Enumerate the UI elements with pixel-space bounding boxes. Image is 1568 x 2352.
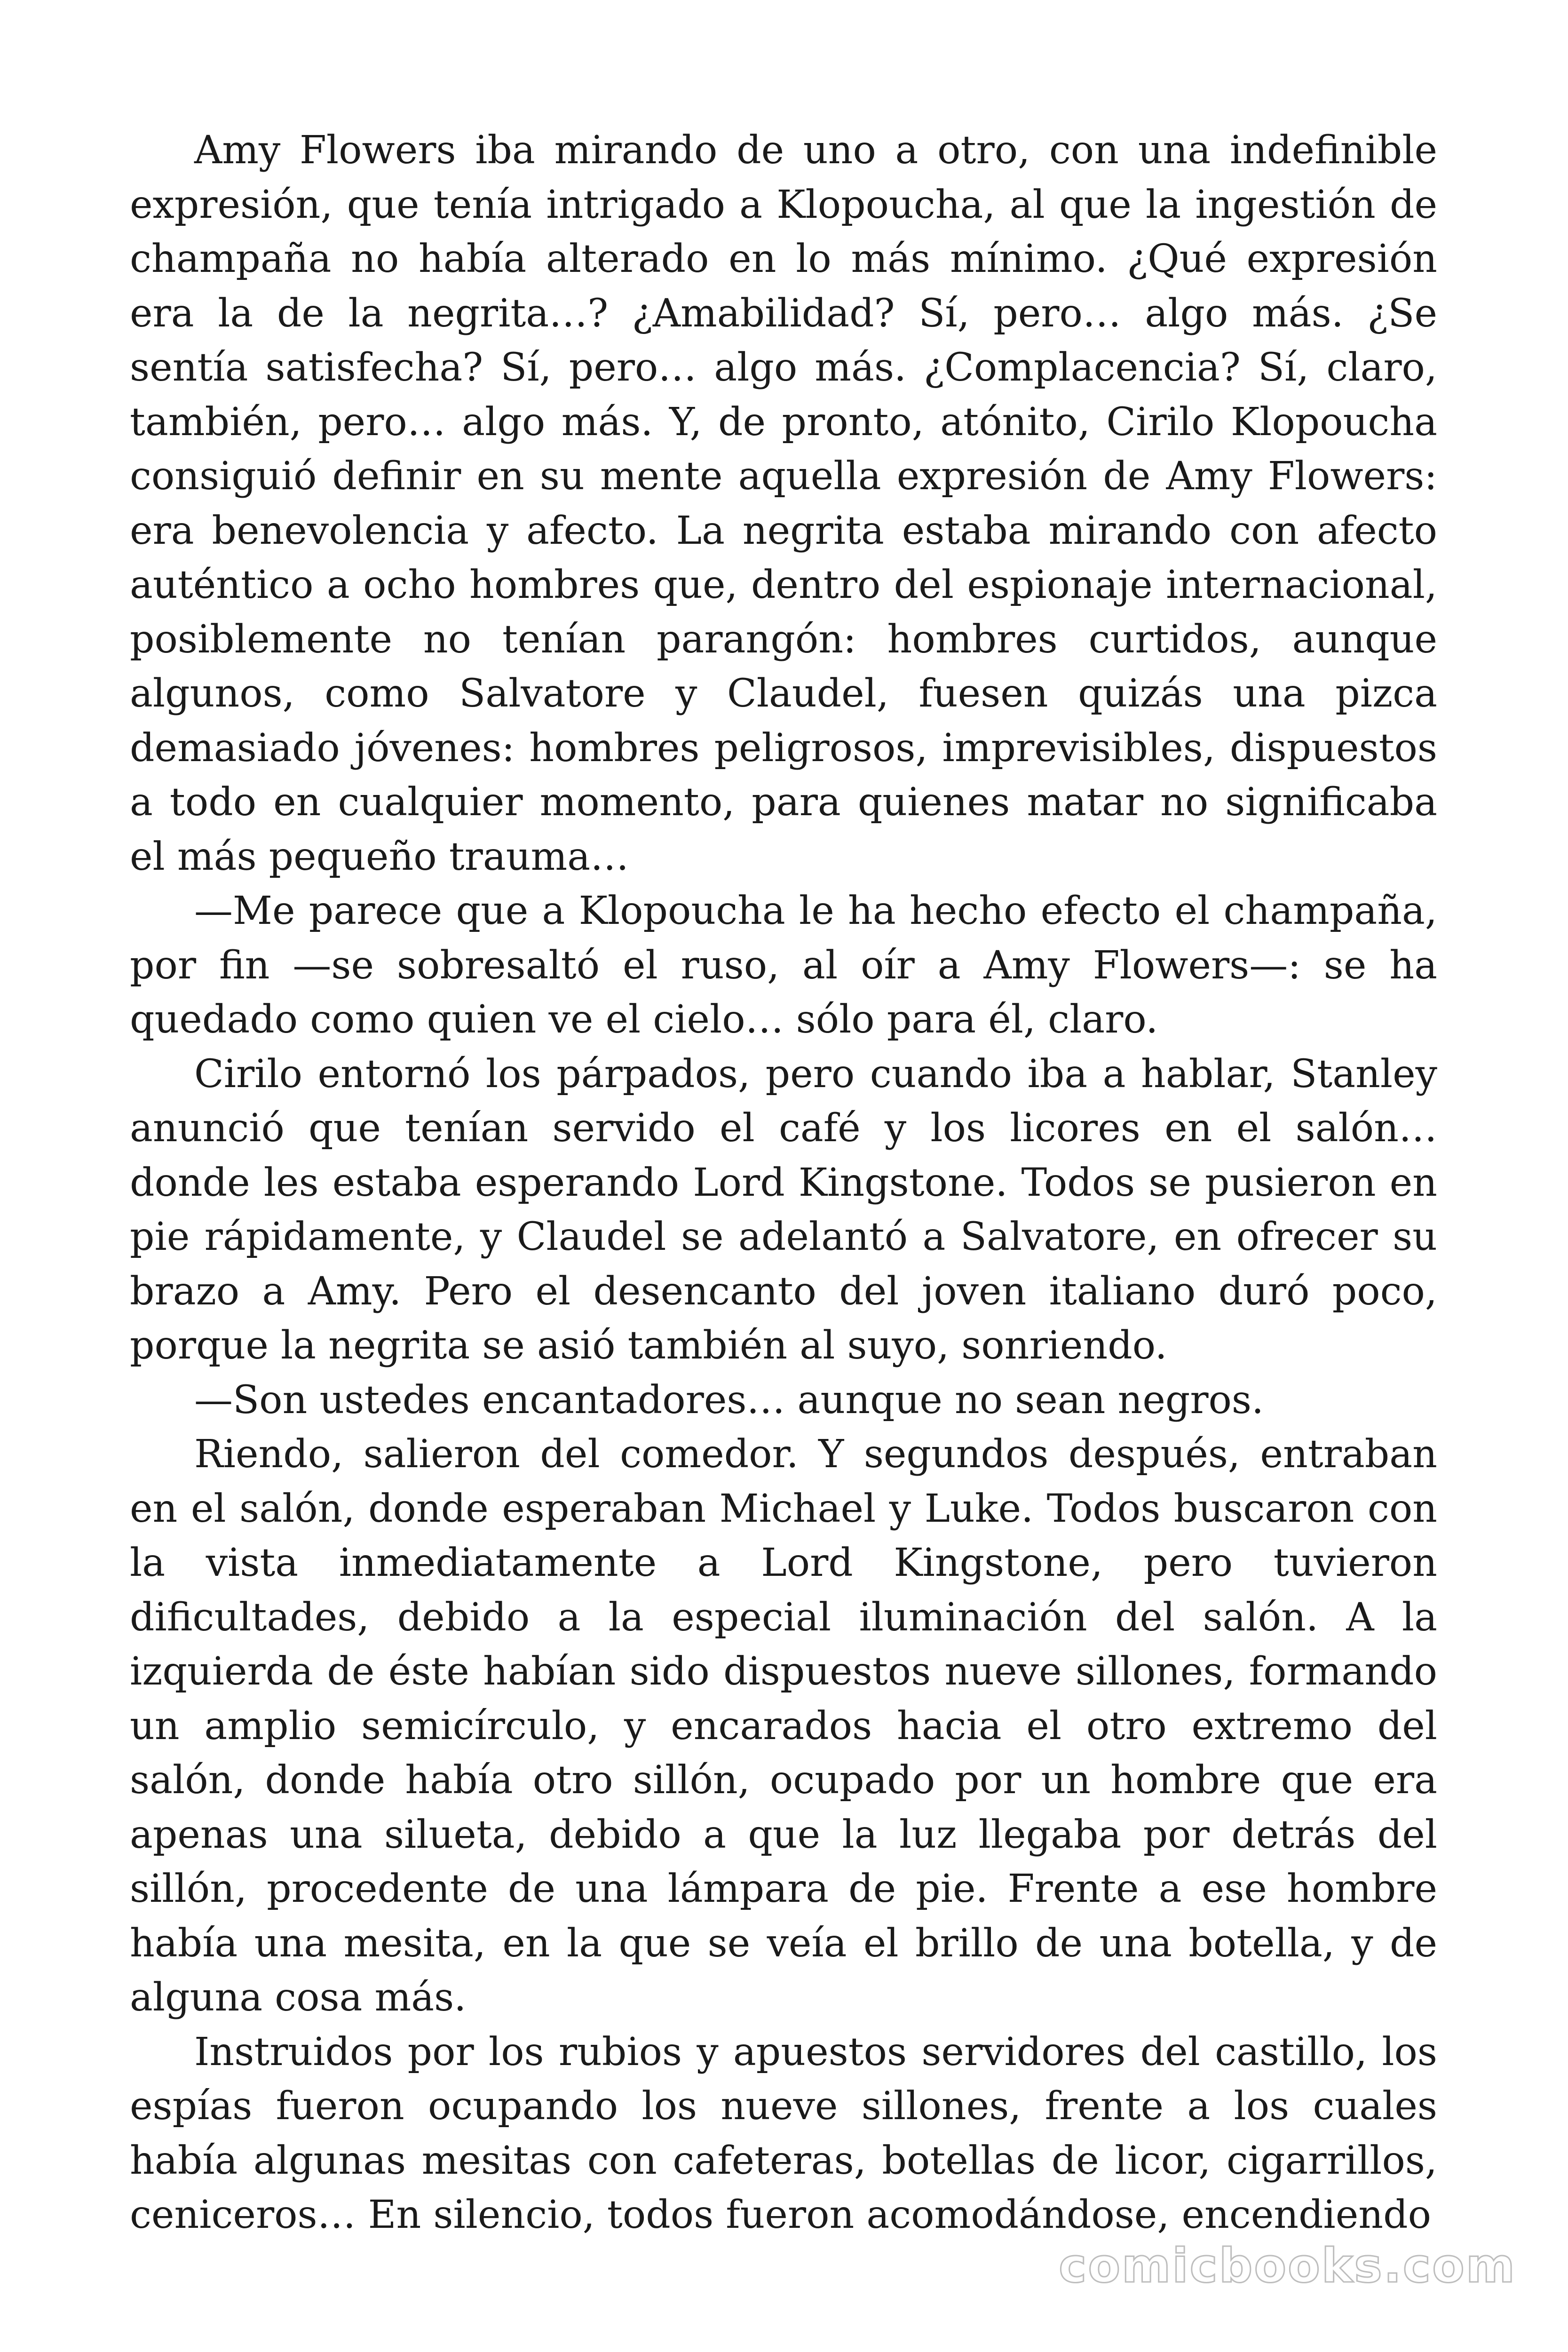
paragraph-6: Instruidos por los rubios y apuestos servidores del castillo, los espías fueron ocupando los nueve sillones, frente a los cuales había algunas mesitas con cafeteras, botellas de licor, cigarrillos, ceniceros… En silencio, todos fueron acomodándose, encendiendo [130, 2029, 1437, 2237]
page-body-text [130, 123, 1437, 2242]
paragraph-1: Amy Flowers iba mirando de uno a otro, con una indefinible expresión, que tenía intrigado a Klopoucha, al que la ingestión de champaña no había alterado en lo más mínimo. ¿Qué expresión era la de la negrita…? ¿Amabilidad? Sí, pero… algo más. ¿Se sentía satisfecha? Sí, pero… algo más. ¿Complacencia? Sí, claro, también, pero… algo más. Y, de pronto, atónito, Cirilo Klopoucha consiguió definir en su mente aquella expresión de Amy Flowers: era benevolencia y afecto. La negrita estaba mirando con afecto auténtico a ocho hombres que, dentro del espionaje internacional, posiblemente no tenían parangón: hombres curtidos, aunque algunos, como Salvatore y Claudel, fuesen quizás una pizca demasiado jóvenes: hombres peligrosos, imprevisibles, dispuestos a todo en cualquier momento, para quienes matar no significaba el más pequeño trauma… [130, 128, 1437, 879]
paragraph-4: —Son ustedes encantadores… aunque no sean negros. [194, 1377, 1264, 1422]
paragraph-3: Cirilo entornó los párpados, pero cuando iba a hablar, Stanley anunció que tenían servido el café y los licores en el salón… donde les estaba esperando Lord Kingstone. Todos se pusieron en pie rápidamente, y Claudel se adelantó a Salvatore, en ofrecer su brazo a Amy. Pero el desencanto del joven italiano duró poco, porque la negrita se asió también al suyo, sonriendo. [130, 1051, 1437, 1368]
site-watermark: comicbooks.com [1059, 2238, 1516, 2293]
paragraph-2: —Me parece que a Klopoucha le ha hecho efecto el champaña, por fin —se sobresaltó el ruso, al oír a Amy Flowers—: se ha quedado como quien ve el cielo… sólo para él, claro. [130, 889, 1437, 1042]
paragraph-5: Riendo, salieron del comedor. Y segundos después, entraban en el salón, donde esperaban Michael y Luke. Todos buscaron con la vista inmediatamente a Lord Kingstone, pero tuvieron dificultades, debido a la especial iluminación del salón. A la izquierda de éste habían sido dispuestos nueve sillones, formando un amplio semicírculo, y encarados hacia el otro extremo del salón, donde había otro sillón, ocupado por un hombre que era apenas una silueta, debido a que la luz llegaba por detrás del sillón, procedente de una lámpara de pie. Frente a ese hombre había una mesita, en la que se veía el brillo de una botella, y de alguna cosa más. [130, 1432, 1437, 2020]
